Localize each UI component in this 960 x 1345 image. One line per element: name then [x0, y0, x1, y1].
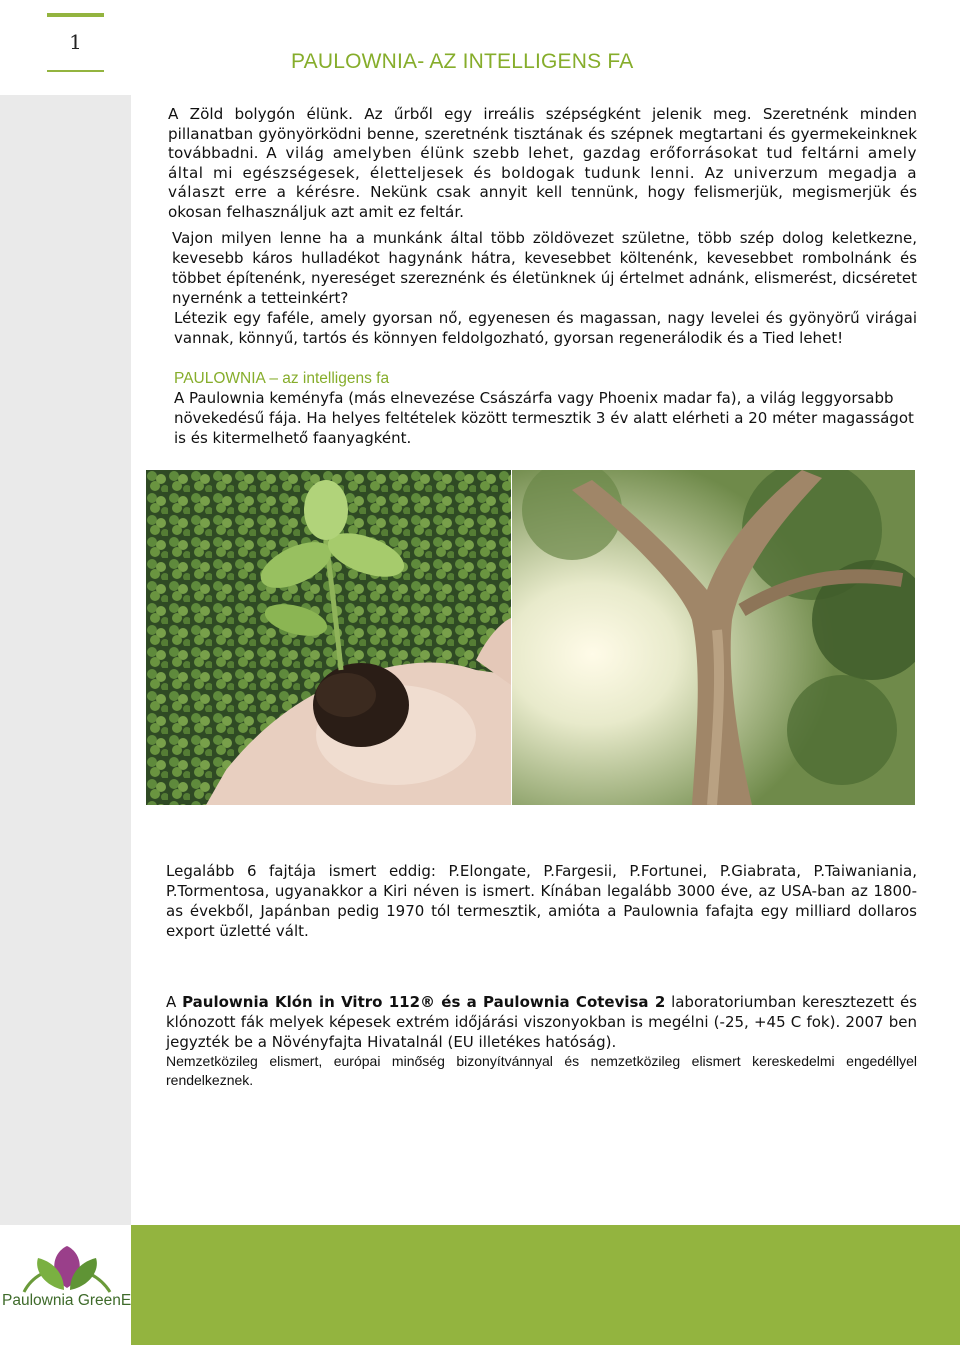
clone-names: Paulownia Klón in Vitro 112® és a Paulownia Cotevisa 2 [182, 993, 666, 1011]
clone-prefix: A [166, 993, 183, 1011]
hardwood-paragraph: A Paulownia keményfa (más elnevezése Császárfa vagy Phoenix madar fa), a világ leggyorsabb növekedésű fája. Ha helyes feltételek között termesztik 3 év alatt elérheti a 20 méter magasságot is és kitermelhető faanyagként. [174, 389, 914, 447]
intro-sentence-2: A világ amelyben élünk szebb lehet, gazdag erőforrásokat tud feltárni amely által mi egészségesek, életteljesek és boldogak tudunk lenni. Az univerzum megadja a választ erre a kérésre. [168, 144, 917, 202]
certification-paragraph: Nemzetközileg elismert, európai minőség bizonyítvánnyal és nemzetközileg elismert kereskedelmi engedéllyel rendelkeznek. [166, 1053, 917, 1088]
clone-description: laboratoriumban keresztezett és klónozott fák melyek képesek extrém időjárási viszonyokban is megélni (-25, +45 C fok). 2007 ben jegyzték be a Növényfajta Hivatalnál (EU illetékes hatóság). [166, 993, 917, 1051]
tree-description-paragraph: Létezik egy faféle, amely gyorsan nő, egyenesen és magassan, nagy levelei és gyönyörű virágai vannak, könnyű, tartós és könnyen feldolgozható, gyorsan regenerálodik és a Tied lehet! [174, 309, 917, 347]
page-number-top-rule [47, 13, 104, 17]
clone-paragraph [166, 992, 917, 1052]
tree-trunk-photo [512, 470, 915, 805]
logo-text: Paulownia GreenE [2, 1292, 132, 1309]
question-paragraph: Vajon milyen lenne ha a munkánk által több zöldövezet születne, több szép dolog keletkezne, kevesebb káros hulladékot hagynánk hátra, kevesebbet költenénk, kevesebbet rombolnánk és többet építenénk, nyereséget szereznénk és életünknek új értelmet adnánk, elismerést, dicséretet nyernénk a tetteinkért? [172, 229, 917, 307]
leaf-logo-icon [0, 1240, 131, 1300]
footer-bar [131, 1225, 960, 1345]
intro-sentence-3: Nekünk csak annyit kell tennünk, hogy felismerjük, megismerjük és okosan felhasználjuk azt amit ez feltár. [168, 183, 917, 221]
intro-sentence-1: A Zöld bolygón élünk. Az űrből egy irreális szépségként jelenik meg. Szeretnénk minden pillanatban gyönyörködni benne, szeretnénk tisztának és szépnek megtartani és gyermekeinknek továbbadni. [168, 105, 917, 163]
page-number-bottom-rule [47, 70, 104, 72]
seedling-in-hand-photo [146, 470, 511, 805]
page-number: 1 [69, 30, 82, 54]
species-paragraph: Legalább 6 fajtája ismert eddig: P.Elongate, P.Fargesii, P.Fortunei, P.Giabrata, P.Taiwaniania, P.Tormentosa, ugyanakkor a Kiri néven is ismert. Kínában legalább 3000 éve, az USA-ban az 1800-as évekből, Japánban pedig 1970 tól termesztik, amióta a Paulownia fafajta egy milliard dollaros export üzletté vált. [166, 862, 917, 940]
left-sidebar [0, 95, 131, 1225]
section-heading: PAULOWNIA – az intelligens fa [174, 370, 390, 387]
intro-paragraph [168, 105, 917, 223]
page-title: PAULOWNIA- AZ INTELLIGENS FA [291, 50, 634, 73]
